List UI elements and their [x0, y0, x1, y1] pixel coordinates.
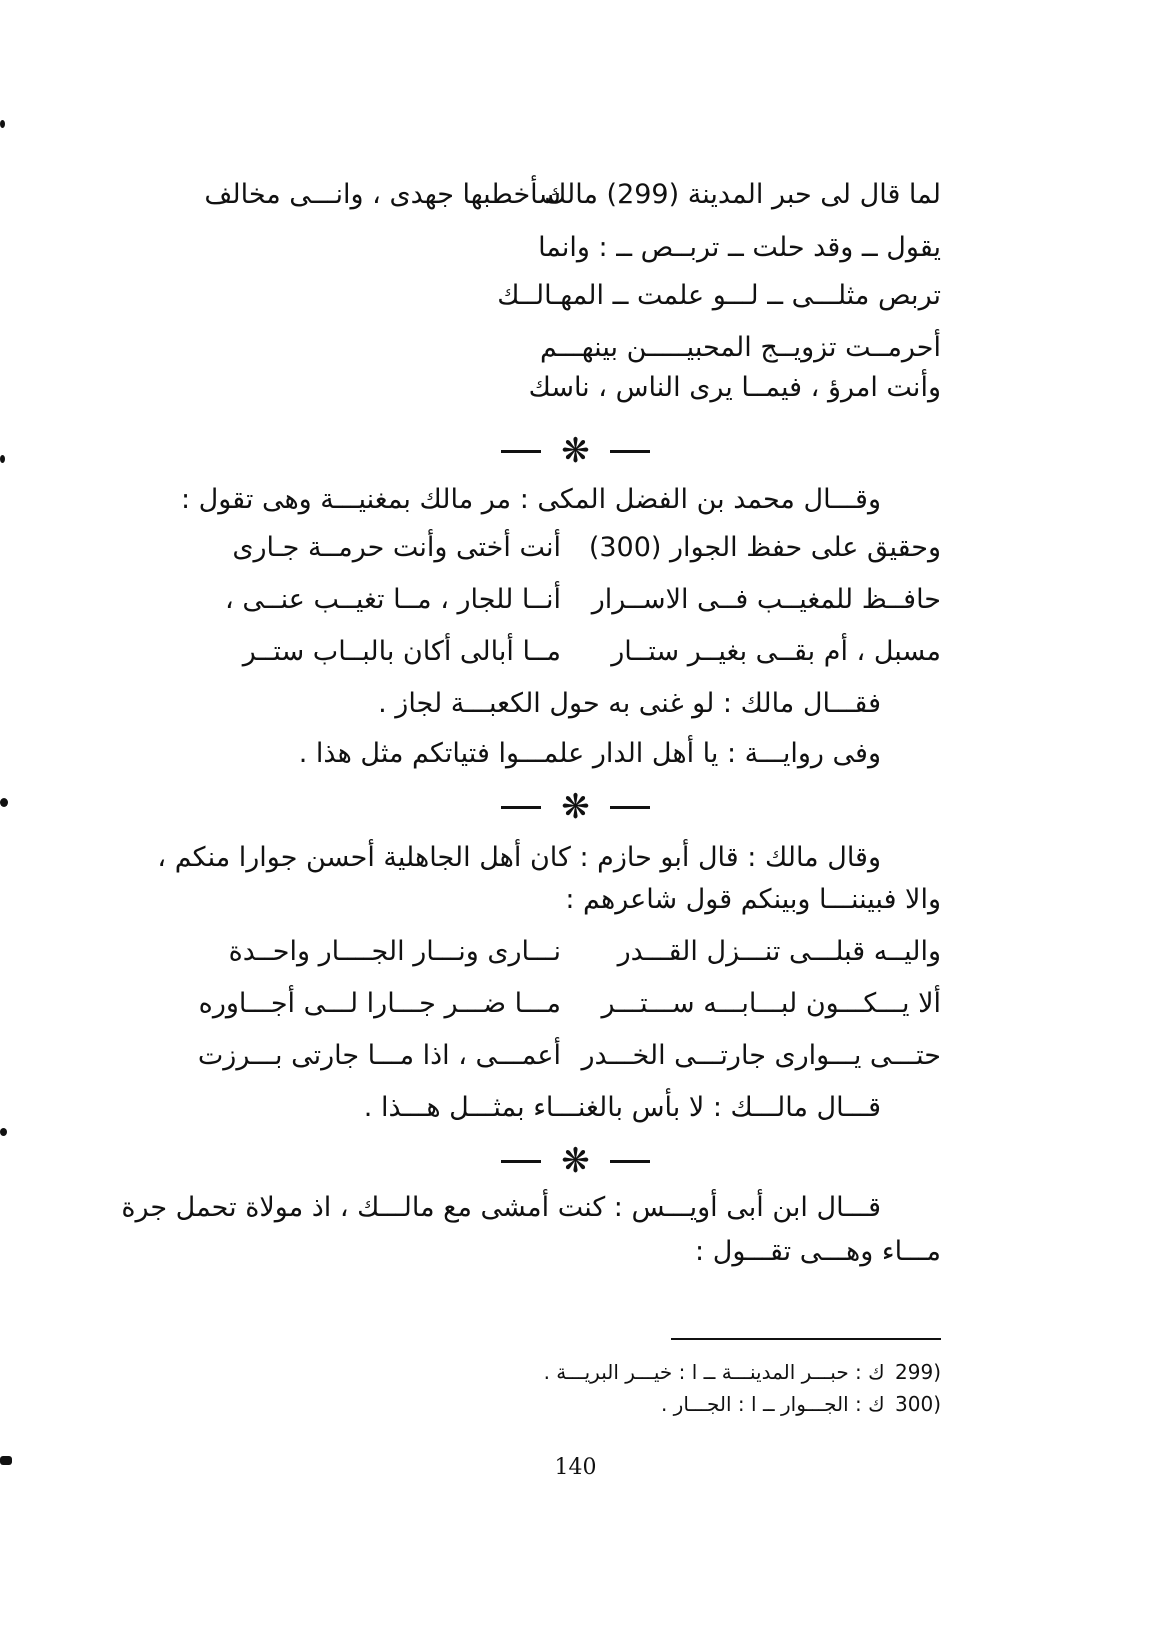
footnote-number: (299 [895, 1360, 941, 1384]
section-separator [0, 432, 1151, 469]
page-number: 140 [554, 1455, 597, 1480]
asterisk-ornament: ❋ [561, 431, 590, 471]
paragraph-line: وفى روايـــة : يا أهل الدار علمـــوا فتياتكم مثل هذا . [298, 738, 881, 769]
verse-hemistich: حتـــى يـــوارى جارتـــى الخـــدر [581, 1040, 941, 1071]
verse-hemistich: مــا أبالى أكان بالبــاب ستــر [242, 636, 561, 667]
footnote-rule [671, 1338, 941, 1340]
verse-hemistich: ألا يـــكـــون لبـــابـــه ســـتـــر [601, 988, 941, 1019]
paragraph-line: قـــال ابن أبى أويـــس : كنت أمشى مع مالـــك ، اذ مولاة تحمل جرة [121, 1192, 881, 1223]
footnote-number: (300 [895, 1392, 941, 1416]
paragraph-line: فقـــال مالك : لو غنى به حول الكعبـــة لجاز . [378, 688, 881, 719]
scan-mark [0, 1456, 12, 1465]
scan-mark [0, 798, 8, 807]
paragraph-line: مـــاء وهـــى تقـــول : [695, 1236, 941, 1267]
asterisk-ornament: ❋ [561, 787, 590, 827]
verse-hemistich: حافــظ للمغيــب فــى الاســرار [591, 584, 941, 615]
poem-line: سأخطبها جهدى ، وانـــى مخالف [204, 179, 561, 210]
verse-hemistich: واليــه قبلـــى تنـــزل القـــدر [617, 936, 941, 967]
verse-hemistich: أعمـــى ، اذا مـــا جارتى بـــرزت [197, 1040, 561, 1071]
poem-line: تربص مثلـــى ــ لـــو علمت ــ المهـالــك [497, 280, 941, 311]
poem-line: يقول ــ وقد حلت ــ تربــص ــ : وانما [538, 232, 941, 263]
scan-mark [0, 1128, 7, 1136]
footnote-text: ك : حبـــر المدينـــة ــ ا : خيـــر البريـــة . [543, 1360, 885, 1384]
section-separator [0, 1142, 1151, 1179]
scan-mark [0, 120, 5, 128]
paragraph-line: وقـــال محمد بن الفضل المكى : مر مالك بمغنيـــة وهى تقول : [180, 484, 881, 515]
paragraph-line: قـــال مالـــك : لا بأس بالغنـــاء بمثـــل هـــذا . [363, 1092, 881, 1123]
asterisk-ornament: ❋ [561, 1141, 590, 1181]
verse-hemistich: أنــا للجار ، مــا تغيــب عنــى ، [225, 584, 561, 615]
poem-line: أحرمــت تزويــج المحبيـــــن بينهـــم [540, 332, 941, 363]
verse-hemistich: مسبل ، أم بقــى بغيــر ستــار [611, 636, 941, 667]
paragraph-line: وقال مالك : قال أبو حازم : كان أهل الجاهلية أحسن جوارا منكم ، [157, 842, 881, 873]
section-separator [0, 788, 1151, 825]
verse-hemistich: مـــا ضـــر جـــارا لـــى أجـــاوره [198, 988, 561, 1019]
footnote-text: ك : الجـــوار ــ ا : الجـــار . [660, 1392, 885, 1416]
footnote [661, 1390, 941, 1418]
footnote [544, 1358, 941, 1386]
verse-hemistich: نـــارى ونـــار الجــــار واحــدة [228, 936, 561, 967]
verse-hemistich: أنت أختى وأنت حرمــة جـارى [232, 532, 561, 563]
poem-line: لما قال لى حبر المدينة (299) مالك [544, 179, 941, 210]
verse-hemistich: وحقيق على حفظ الجوار (300) [588, 532, 941, 563]
paragraph-line: والا فبيننـــا وبينكم قول شاعرهم : [565, 884, 941, 915]
scan-mark [0, 455, 5, 463]
poem-line: وأنت امرؤ ، فيمــا يرى الناس ، ناسك [528, 372, 941, 403]
